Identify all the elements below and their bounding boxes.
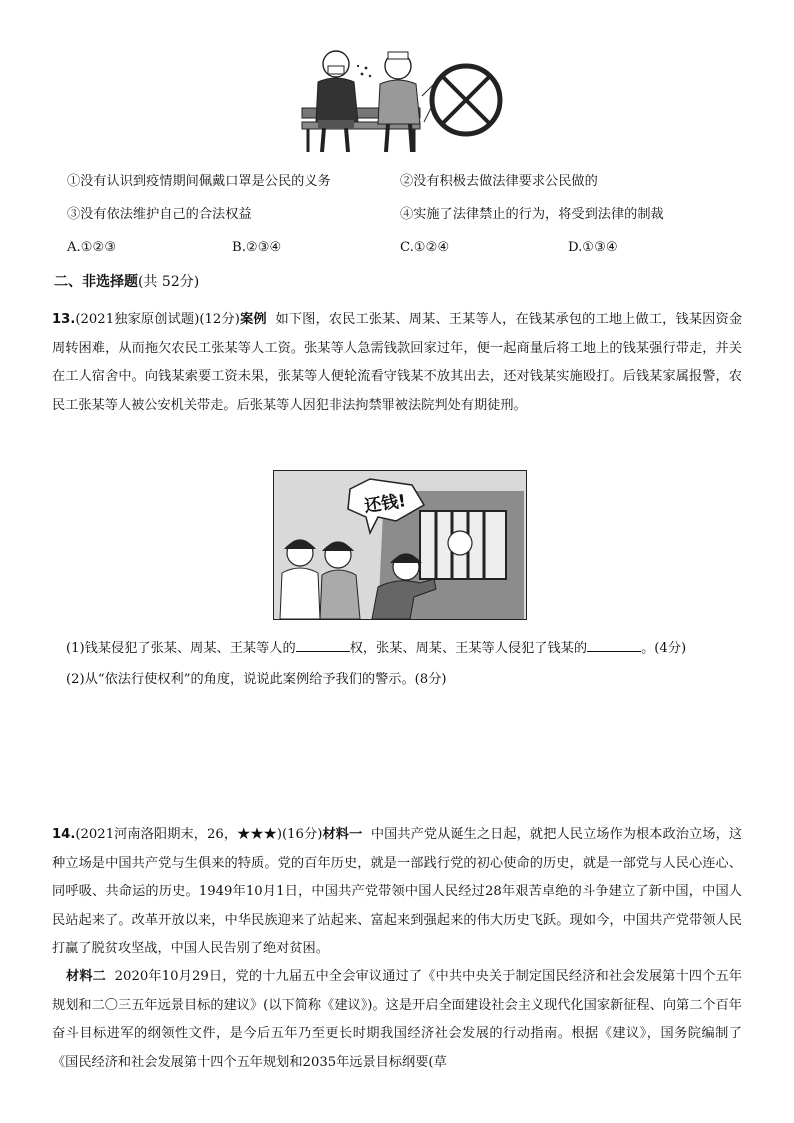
q12-illustration [296, 44, 512, 158]
q14-number: 14. [52, 827, 76, 842]
q14-label-1: 材料一 [322, 827, 363, 842]
q12-choice-b: B.②③④ [232, 240, 282, 255]
q14-label-2: 材料二 [66, 969, 106, 984]
q13-cartoon [273, 470, 527, 620]
q14-body-2: 2020年10月29日，党的十九届五中全会审议通过了《中共中央关于制定国民经济和社会发展第十四个五年规划和二〇三五年远景目标的建议》(以下简称《建议》)。这是开启全面建设社会主义现代化国家新征程、向第二个百年奋斗目标进军的纲领性文件，是今后五年乃至更长时期我国经济社会发展的行动指南。根据《建议》，国务院编制了《国民经济和社会发展第十四个五年规划和2035年远景目标纲要(草 [52, 969, 742, 1070]
q14-material-1 [52, 821, 742, 964]
q12-choice-a: A.①②③ [67, 240, 117, 255]
section-heading [54, 272, 199, 292]
q14-material-2 [52, 963, 742, 1077]
q12-option-4: ④实施了法律禁止的行为，将受到法律的制裁 [400, 207, 664, 222]
q12-option-1: ①没有认识到疫情期间佩戴口罩是公民的义务 [67, 174, 331, 189]
q12-option-3: ③没有依法维护自己的合法权益 [67, 207, 252, 222]
q13-body: 如下图，农民工张某、周某、王某等人，在钱某承包的工地上做工，钱某因资金周转困难，从而拖欠农民工张某等人工资。张某等人急需钱款回家过年，便一起商量后将工地上的钱某强行带走，并关在工人宿舍中。向钱某索要工资未果，张某等人便轮流看守钱某不放其出去，还对钱某实施殴打。后钱某家属报警，农民工张某等人被公安机关带走。后张某等人因犯非法拘禁罪被法院判处有期徒刑。 [52, 312, 743, 413]
q13-text [52, 306, 742, 420]
q13-sub1-part-c: 。(4分) [641, 641, 687, 656]
answer-blank-1[interactable] [296, 637, 350, 652]
q13-sub1-part-b: 权，张某、周某、王某等人侵犯了钱某的 [349, 641, 588, 656]
q14-body-1: 中国共产党从诞生之日起，就把人民立场作为根本政治立场，这种立场是中国共产党与生俱来的特质。党的百年历史，就是一部践行党的初心使命的历史，就是一部党与人民心连心、同呼吸、共命运的历史。1949年10月1日，中国共产党带领中国人民经过28年艰苦卓绝的斗争建立了新中国，中国人民站起来了。改革开放以来，中华民族迎来了站起来、富起来到强起来的伟大历史飞跃。现如今，中国共产党带领人民打赢了脱贫攻坚战，中国人民告别了绝对贫困。 [52, 827, 743, 956]
q13-sub2: (2)从“依法行使权利”的角度，说说此案例给予我们的警示。(8分) [66, 672, 447, 687]
q14-source: (2021河南洛阳期末，26，★★★)(16分) [75, 827, 323, 842]
section-title: 二、非选择题 [54, 274, 138, 290]
section-score: (共 52分) [138, 274, 200, 290]
q13-sub1 [66, 637, 686, 659]
q13-source: (2021独家原创试题)(12分) [75, 312, 240, 327]
q12-choice-d: D.①③④ [568, 240, 618, 255]
q13-label: 案例 [239, 312, 267, 327]
cartoon-speech-text: 还钱! [363, 491, 408, 517]
q13-sub1-part-a: (1)钱某侵犯了张某、周某、王某等人的 [66, 641, 296, 656]
q12-choice-c: C.①②④ [400, 240, 450, 255]
q13-number: 13. [52, 312, 76, 327]
answer-blank-2[interactable] [587, 637, 641, 652]
q12-option-2: ②没有积极去做法律要求公民做的 [400, 174, 598, 189]
